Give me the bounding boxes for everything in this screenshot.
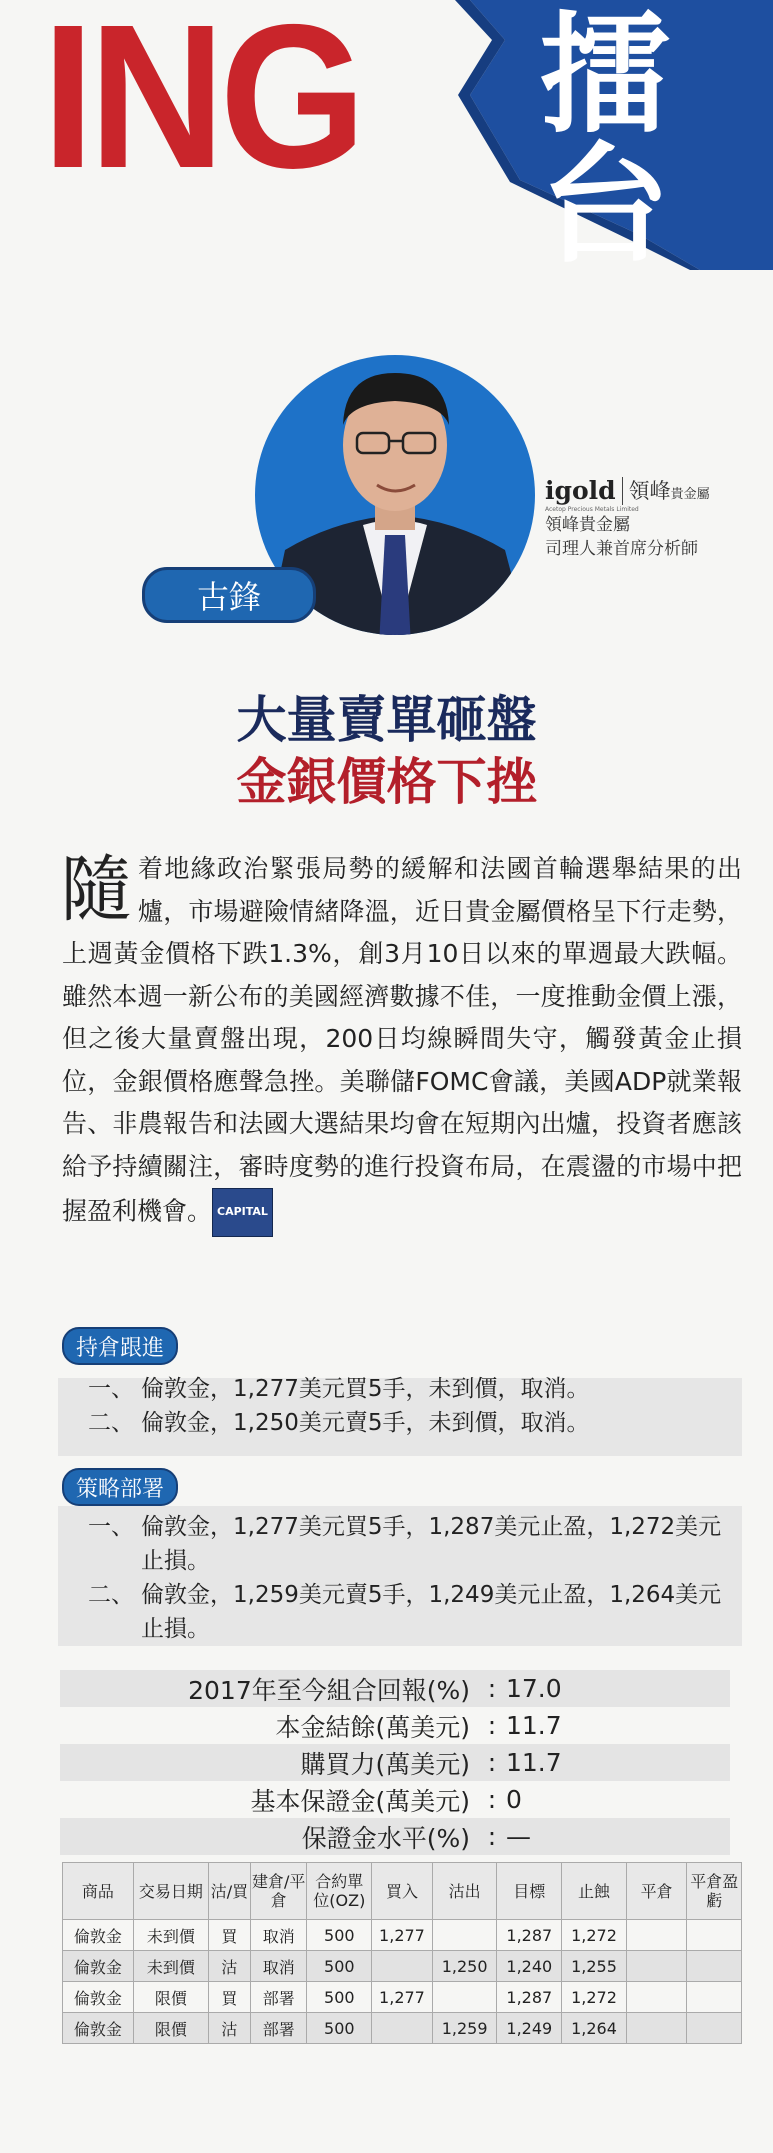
table-header: 建倉/平倉 [250,1863,306,1920]
capital-logo: CAPITAL [212,1188,273,1237]
table-header: 交易日期 [133,1863,208,1920]
logo-divider [622,477,623,505]
table-header: 止蝕 [562,1863,627,1920]
summary-row: 購買力(萬美元) : 11.7 [60,1744,730,1781]
brand-ing: ING [42,0,361,211]
table-header: 沽出 [432,1863,497,1920]
holdings-label: 持倉跟進 [62,1327,178,1365]
analyst-name: 古鋒 [142,567,316,623]
drop-cap: 隨 [60,847,133,931]
logo-subtitle: Acetop Precious Metals Limited [545,506,639,513]
bleed-through-text-2 [450,1190,478,1283]
table-header: 沽/買 [208,1863,250,1920]
table-header: 商品 [63,1863,134,1920]
summary-row: 基本保證金(萬美元) : 0 [250,1785,522,1816]
table-header-row [63,1863,742,1920]
headline-line-2: 金銀價格下挫 [236,753,537,811]
company-block [545,475,710,561]
headline-line-1: 大量賣單砸盤 [236,691,537,749]
table-header: 合約單位(OZ) [307,1863,372,1920]
strategy-label: 策略部署 [62,1468,178,1506]
table-row: 倫敦金 未到價 買 取消 500 1,277 1,287 1,272 [63,1920,742,1951]
table-header: 平倉 [626,1863,687,1920]
trades-table [62,1862,742,2044]
table-header: 目標 [497,1863,562,1920]
table-header: 買入 [372,1863,433,1920]
list-item: 一、 倫敦金，1,277美元買5手，未到價，取消。 [88,1376,590,1402]
list-item: 二、 倫敦金，1,259美元賣5手，1,249美元止盈，1,264美元止損。 [88,1582,722,1642]
table-row: 倫敦金 限價 買 部署 500 1,277 1,287 1,272 [63,1982,742,2013]
table-row: 倫敦金 未到價 沽 取消 500 1,250 1,240 1,255 [63,1951,742,1982]
analyst-title: 司理人兼首席分析師 [545,539,698,559]
column-title: 擂台 [540,0,663,281]
table-header: 平倉盈虧 [687,1863,742,1920]
portfolio-summary [60,1670,730,1855]
holdings-list [88,1372,738,1440]
strategy-list [88,1510,738,1646]
summary-row: 本金結餘(萬美元) : 11.7 [275,1711,562,1742]
summary-row: 保證金水平(%) : — [60,1818,730,1855]
list-item: 二、 倫敦金，1,250美元賣5手，未到價，取消。 [88,1410,590,1436]
logo-igold: igold [545,476,616,505]
column-header [0,0,773,281]
company-logo [545,475,710,505]
summary-row: 2017年至今組合回報(%) : 17.0 [60,1670,730,1707]
table-row: 倫敦金 限價 沽 部署 500 1,259 1,249 1,264 [63,2013,742,2044]
logo-chinese: 領峰貴金屬 [628,479,710,503]
article-text: 着地緣政治緊張局勢的緩解和法國首輪選舉結果的出爐，市場避險情緒降溫，近日貴金屬價格呈下行走勢，上週黃金價格下跌1.3%，創3月10日以來的單週最大跌幅。雖然本週一新公布的美國經濟數據不佳，一度推動金價上漲，但之後大量賣盤出現，200日均線瞬間失守，觸發黃金止損位，金銀價格應聲急挫。美聯儲FOMC會議，美國ADP就業報告、非農報告和法國大選結果均會在短期內出爐，投資者應該給予持續關注，審時度勢的進行投資布局，在震盪的市場中把握盈利機會。 [62,854,742,1226]
company-name: 領峰貴金屬 [545,515,630,535]
bleed-through-text [260,190,281,260]
article-body [62,848,742,1237]
list-item: 一、 倫敦金，1,277美元買5手，1,287美元止盈，1,272美元止損。 [88,1514,722,1574]
